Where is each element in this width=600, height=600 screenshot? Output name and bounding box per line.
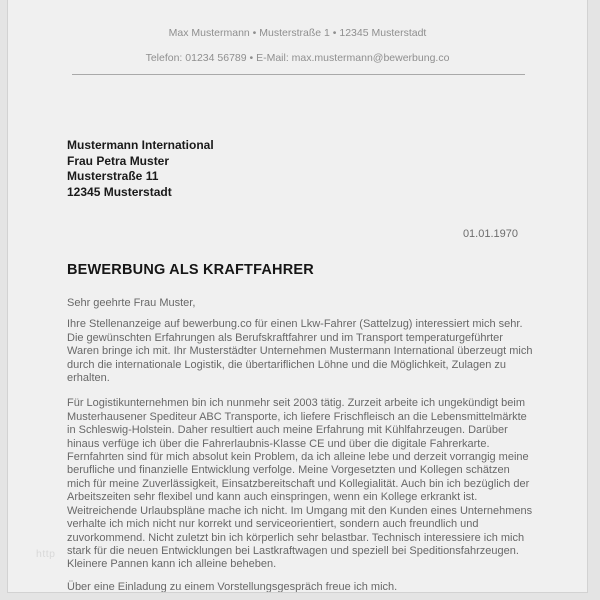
body-paragraph-main: Für Logistikunternehmen bin ich nunmehr seit 2003 tätig. Zurzeit arbeite ich ungekündigt beim Musterhausener Spediteur ABC Transporte, ich liefere Frischfleisch an die Lebensmittelmärkte in Schleswig-Holstein. Daher resultiert auch meine Erfahrung mit Kühlfahrzeugen. Darüber hinaus verfüge ich über die Fahrerlaubnis-Klasse CE und über die digitale Fahrerkarte. Fernfahrten sind für mich absolut kein Problem, da ich alleine lebe und derzeit vorrangig meine berufliche und finanzielle Entwicklung verfolge. Meine Vorgesetzten und Kollegen schätzen mich für meine Zuverlässigkeit, Einsatzbereitschaft und Kollegialität. Auch bin ich bezüglich der Arbeitszeiten sehr flexibel und kann auch einspringen, wenn ein Kollege erkrankt ist. Weitreichende Urlaubspläne mache ich nicht. Im Umgang mit den Kunden eines Unternehmens verhalte ich mich nicht nur korrekt und serviceorientiert, sondern auch freundlich und zuvorkommend. Nicht zuletzt bin ich körperlich sehr belastbar. Technisch interessiere ich mich stark für die neuen Entwicklungen bei Lastkraftwagen und speziell bei Speditionsfahrzeugen. Kleinere Pannen kann ich alleine beheben. xyxy=(67,397,533,571)
letterhead-divider xyxy=(72,74,525,75)
recipient-address-block xyxy=(67,138,587,200)
recipient-city: 12345 Musterstadt xyxy=(67,184,172,199)
salutation: Sehr geehrte Frau Muster, xyxy=(67,297,196,309)
sender-contact-line-1: Max Mustermann • Musterstraße 1 • 12345 Musterstadt xyxy=(168,27,427,39)
watermark-fragment: http xyxy=(36,548,56,560)
letter-document xyxy=(7,0,588,593)
body-paragraph-intro: Ihre Stellenanzeige auf bewerbung.co für einen Lkw-Fahrer (Sattelzug) interessiert mich sehr. Die gewünschten Erfahrungen als Berufskraftfahrer und im Transport temperaturgeführter Waren bringe ich mit. Ihr Musterstädter Unternehmen Mustermann International überzeugt mich durch die internationale Logistik, die übertariflichen Löhne und die Möglichkeit, Zulagen zu erhalten. xyxy=(67,318,533,385)
recipient-contact-person: Frau Petra Muster xyxy=(67,153,170,168)
subject-line: BEWERBUNG ALS KRAFTFAHRER xyxy=(67,262,314,278)
letter-date: 01.01.1970 xyxy=(462,228,518,240)
recipient-company: Mustermann International xyxy=(67,138,214,152)
recipient-street: Musterstraße 11 xyxy=(67,169,159,183)
closing-line: Über eine Einladung zu einem Vorstellungsgespräch freue ich mich. xyxy=(67,580,398,593)
sender-contact-line-2: Telefon: 01234 56789 • E-Mail: max.mustermann@bewerbung.co xyxy=(145,52,450,64)
letterhead xyxy=(8,0,587,64)
